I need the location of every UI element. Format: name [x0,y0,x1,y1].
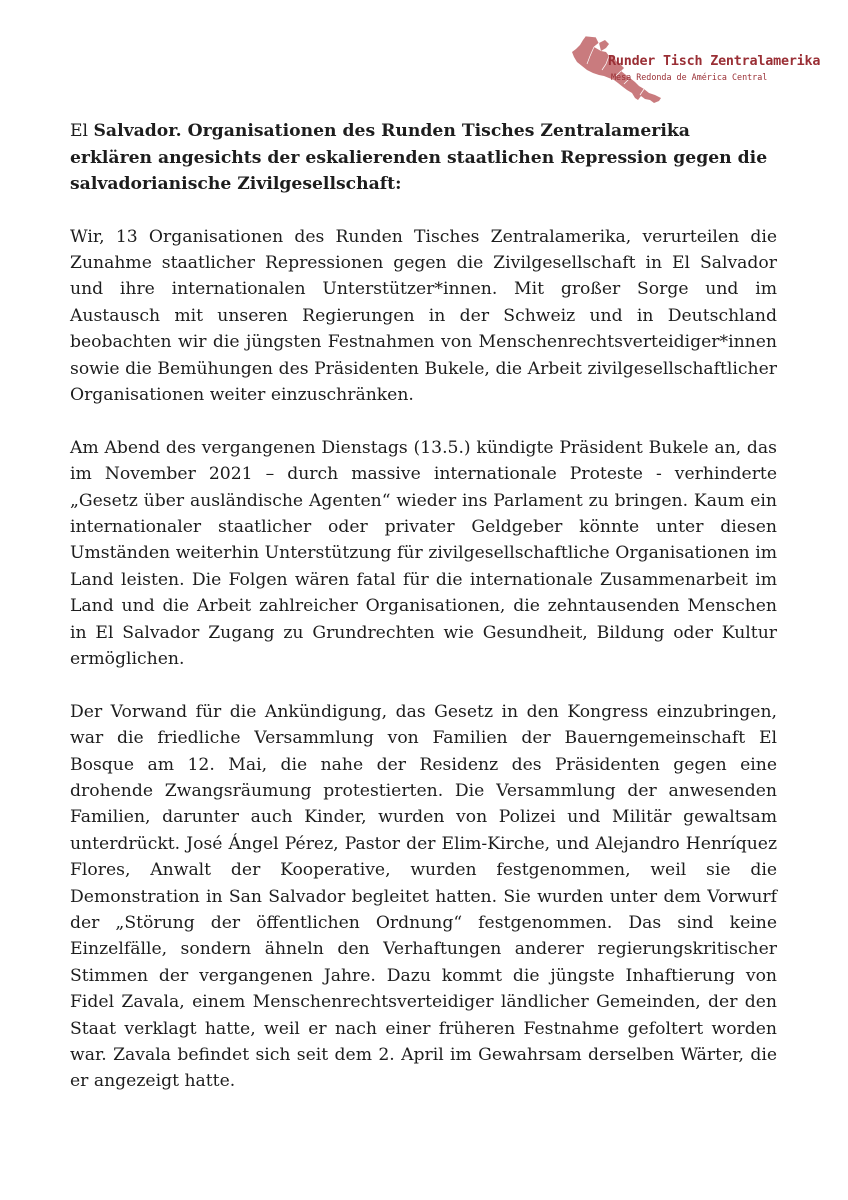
organization-logo [566,34,821,106]
document-heading [70,118,777,198]
paragraph-2: Am Abend des vergangenen Dienstags (13.5.) kündigte Präsident Bukele an, das im November 2021 – durch massive internationale Proteste - verhinderte „Gesetz über ausländische Agenten“ wieder ins Parlament zu bringen. Kaum ein internationaler staatlicher oder privater Geldgeber könnte unter diesen Umständen weiterhin Unterstützung für zivilgesellschaftliche Organisationen im Land leisten. Die Folgen wären fatal für die internationale Zusammenarbeit im Land und die Arbeit zahlreicher Organisationen, die zehntausenden Menschen in El Salvador Zugang zu Grundrechten wie Gesundheit, Bildung oder Kultur ermöglichen. [70,437,777,669]
central-america-map-icon [566,34,666,106]
paragraph-3: Der Vorwand für die Ankündigung, das Gesetz in den Kongress einzubringen, war die friedliche Versammlung von Familien der Bauerngemeinschaft El Bosque am 12. Mai, die nahe der Residenz des Präsidenten gegen eine drohende Zwangsräumung protestierten. Die Versammlung der anwesenden Familien, darunter auch Kinder, wurden von Polizei und Militär gewaltsam unterdrückt. José Ángel Pérez, Pastor der Elim-Kirche, und Alejandro Henríquez Flores, Anwalt der Kooperative, wurden festgenommen, weil sie die Demonstration in San Salvador begleitet hatten. Sie wurden unter dem Vorwurf der „Störung der öffentlichen Ordnung“ festgenommen. Das sind keine Einzelfälle, sondern ähneln den Verhaftungen anderer regierungskritischer Stimmen der vergangenen Jahre. Dazu kommt die jüngste Inhaftierung von Fidel Zavala, einem Menschenrechtsverteidiger ländlicher Gemeinden, der den Staat verklagt hatte, weil er nach einer früheren Festnahme gefoltert worden war. Zavala befindet sich seit dem 2. April im Gewahrsam derselben Wärter, die er angezeigt hatte. [70,701,777,1092]
paragraph-1: Wir, 13 Organisationen des Runden Tisches Zentralamerika, verurteilen die Zunahme staatlicher Repressionen gegen die Zivilgesellschaft in El Salvador und ihre internationalen Unterstützer*innen. Mit großer Sorge und im Austausch mit unseren Regierungen in der Schweiz und in Deutschland beobachten wir die jüngsten Festnahmen von Menschenrechtsverteidiger*innen sowie die Bemühungen des Präsidenten Bukele, die Arbeit zivilgesellschaftlicher Organisationen weiter einzuschränken. [70,226,777,405]
heading-text: Salvador. Organisationen des Runden Tisches Zentralamerika erklären angesichts der eskalierenden staatlichen Repression gegen die salvadorianische Zivilgesellschaft: [70,121,768,194]
logo-title: Runder Tisch Zentralamerika [608,54,821,69]
logo-subtitle: Mesa Redonda de América Central [611,72,768,82]
document-body [70,118,777,1121]
heading-lead: El [70,121,89,141]
